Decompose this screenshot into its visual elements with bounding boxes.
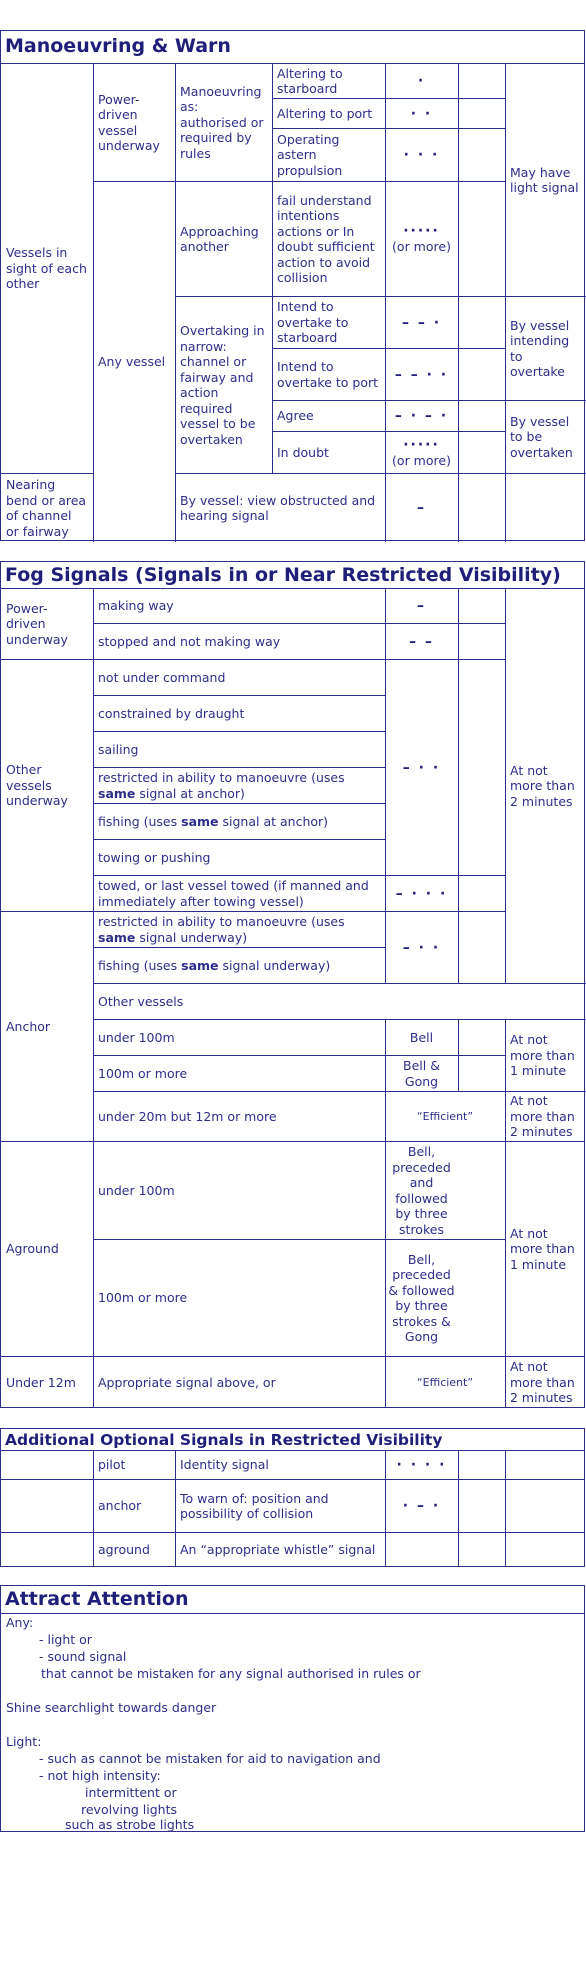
manoeuvring-as-cell: Manoeuvring as: authorised or required by rules <box>180 83 264 161</box>
attract-line: such as strobe lights <box>65 1817 195 1832</box>
other-vessels-underway-cell: Other vessels underway <box>6 762 68 809</box>
stopped-signal: – – <box>409 633 434 650</box>
warn-cell: To warn of: position and possibility of collision <box>180 1490 329 1521</box>
fail-understand-cell: fail understand intentions actions or In doubt sufficient action to avoid collision <box>277 192 375 285</box>
opt-anchor-cell: anchor <box>98 1498 142 1514</box>
overtaking-cell: Overtaking in narrow: channel or fairway and action required vessel to be overtaken <box>180 323 265 447</box>
agree-cell: Agree <box>277 408 314 424</box>
in-doubt-cell: In doubt <box>277 444 329 460</box>
aground-bell-gong-cell: Bell, preceded & followed by three strokes & Gong <box>388 1251 455 1344</box>
aground-over-100-cell: 100m or more <box>98 1290 188 1306</box>
efficient-cell: “Efficient” <box>416 1109 474 1123</box>
whistle-cell: An “appropriate whistle” signal <box>180 1542 376 1558</box>
making-way-cell: making way <box>98 598 174 614</box>
by-vessel-view-cell: By vessel: view obstructed and hearing signal <box>180 492 376 523</box>
under-12-cell: Under 12m <box>6 1374 76 1390</box>
optional-signals-table <box>0 1428 585 1567</box>
any-vessel-cell: Any vessel <box>98 354 166 370</box>
anchor-group-signal: – · · <box>402 939 441 956</box>
approaching-cell: Approaching another <box>180 223 259 254</box>
attract-line: that cannot be mistaken for any signal authorised in rules or <box>41 1666 421 1681</box>
agree-signal: – · – · <box>394 408 449 424</box>
pilot-cell: pilot <box>98 1457 126 1473</box>
attract-line: Any: <box>6 1615 34 1630</box>
fail-signal: ····· <box>403 223 440 240</box>
overtake-port-signal: – – · · <box>394 366 449 383</box>
by-vessel-intending-cell: By vessel intending to overtake <box>510 317 570 379</box>
towing-cell: towing or pushing <box>98 849 211 865</box>
anchor-cell: Anchor <box>6 1018 51 1034</box>
alter-port-signal: · · <box>410 105 433 122</box>
in-doubt-signal: ····· <box>403 436 440 453</box>
pilot-signal: · · · · <box>396 1457 447 1473</box>
bell-gong-cell: Bell & Gong <box>403 1058 440 1089</box>
fog-signals-table <box>0 561 585 1408</box>
or-more-label: (or more) <box>392 452 451 468</box>
manoeuvring-table <box>0 30 585 541</box>
bell-cell: Bell <box>409 1029 434 1045</box>
not-more-1-cell: At not more than 1 minute <box>510 1032 575 1079</box>
ram-cell: restricted in ability to manoeuvre (uses same signal at anchor) <box>98 770 345 801</box>
overtake-stbd-cell: Intend to overtake to starboard <box>277 299 349 346</box>
by-vessel-overtaken-cell: By vessel to be overtaken <box>510 413 573 460</box>
appropriate-cell: Appropriate signal above, or <box>98 1374 276 1390</box>
astern-signal: · · · <box>403 147 440 163</box>
attract-line: - light or <box>39 1632 92 1647</box>
aground-cell: Aground <box>6 1241 59 1257</box>
identity-cell: Identity signal <box>180 1457 269 1473</box>
aground-under-100-cell: under 100m <box>98 1182 175 1198</box>
not-more-2-cell: At not more than 2 minutes <box>510 762 575 809</box>
opt-aground-cell: aground <box>98 1542 150 1558</box>
attract-line: Light: <box>6 1734 42 1749</box>
in-doubt-signal-cell <box>385 432 458 473</box>
nearing-bend-cell: Nearing bend or area of channel or fairway <box>6 477 87 539</box>
under-100-cell: under 100m <box>98 1029 175 1045</box>
fog-power-driven-cell: Power- driven underway <box>6 600 68 647</box>
aground-not-more-1-cell: At not more than 1 minute <box>510 1225 575 1272</box>
anchor-signal: · – · <box>402 1498 441 1514</box>
power-driven-cell: Power- driven vessel underway <box>98 91 160 153</box>
vessels-in-sight-cell: Vessels in sight of each other <box>6 245 87 292</box>
alter-starboard-signal: · <box>417 73 426 89</box>
cbd-cell: constrained by draught <box>98 705 245 721</box>
attract-title: Attract Attention <box>5 1588 189 1610</box>
over-100-cell: 100m or more <box>98 1065 188 1081</box>
fishing-cell: fishing (uses same signal at anchor) <box>98 814 329 829</box>
towed-signal: – · · · <box>395 885 448 902</box>
group-signal: – · · <box>402 759 441 776</box>
attract-line: - not high intensity: <box>39 1768 161 1783</box>
attract-line: revolving lights <box>81 1802 177 1817</box>
stopped-cell: stopped and not making way <box>98 633 281 649</box>
making-way-signal: – <box>417 598 426 614</box>
optional-title: Additional Optional Signals in Restricted Visibility <box>5 1431 443 1449</box>
attract-line: intermittent or <box>85 1785 177 1800</box>
efficient2-cell: “Efficient” <box>416 1375 474 1389</box>
fail-signal-cell <box>385 182 458 296</box>
attract-line: Shine searchlight towards danger <box>6 1700 217 1715</box>
under-20-cell: under 20m but 12m or more <box>98 1108 277 1124</box>
not-more-2c-cell: At not more than 2 minutes <box>510 1359 575 1406</box>
not-more-2b-cell: At not more than 2 minutes <box>510 1093 575 1140</box>
fog-title: Fog Signals (Signals in or Near Restricted Visibility) <box>5 564 561 586</box>
may-have-light-cell: May have light signal <box>510 164 579 195</box>
overtake-stbd-signal: – – · <box>401 314 442 331</box>
or-more-label: (or more) <box>392 239 451 255</box>
manoeuvring-title: Manoeuvring & Warn <box>5 35 231 57</box>
anchor-fishing-cell: fishing (uses same signal underway) <box>98 958 331 973</box>
attract-line: - sound signal <box>39 1649 127 1664</box>
alter-port-cell: Altering to port <box>277 105 373 121</box>
towed-cell: towed, or last vessel towed (if manned and immediately after towing vessel) <box>98 878 369 909</box>
sailing-cell: sailing <box>98 741 139 757</box>
bend-signal: – <box>417 500 426 516</box>
other-vessels-cell: Other vessels <box>98 993 184 1009</box>
anchor-ram-cell: restricted in ability to manoeuvre (uses same signal underway) <box>98 914 345 945</box>
aground-bell-cell: Bell, preceded and followed by three strokes <box>392 1144 451 1237</box>
alter-starboard-cell: Altering to starboard <box>277 65 343 96</box>
nuc-cell: not under command <box>98 669 226 685</box>
overtake-port-cell: Intend to overtake to port <box>277 359 379 390</box>
attract-line: - such as cannot be mistaken for aid to navigation and <box>39 1751 381 1766</box>
astern-cell: Operating astern propulsion <box>277 131 343 178</box>
attract-attention-block <box>0 1585 585 1832</box>
